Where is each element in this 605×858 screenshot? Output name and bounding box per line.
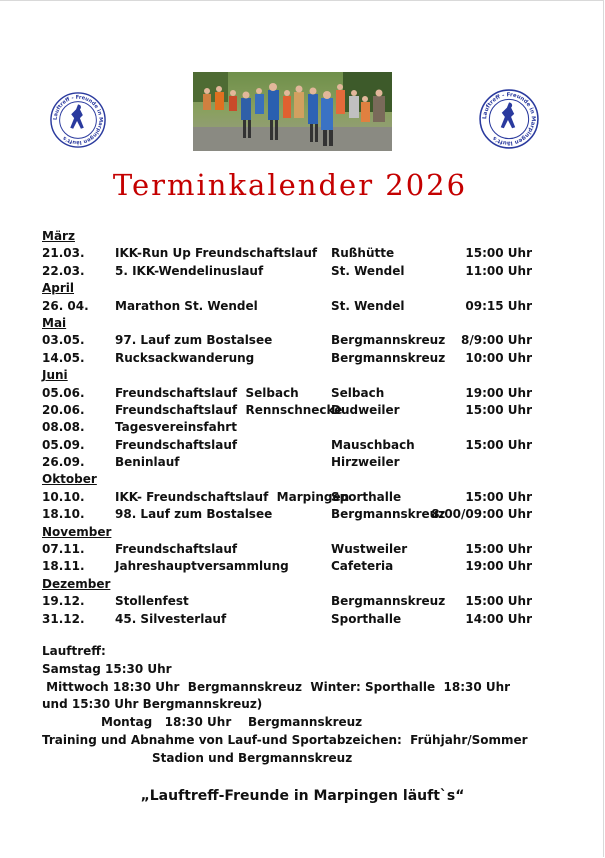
- event-row: [42, 593, 562, 610]
- event-name: Freundschaftslauf: [115, 437, 238, 452]
- event-row: [42, 437, 562, 454]
- event-time: 19:00 Uhr: [465, 385, 532, 400]
- event-name: 45. Silvesterlauf: [115, 611, 227, 626]
- lauftreff-line: und 15:30 Uhr Bergmannskreuz): [42, 697, 263, 712]
- event-row: [42, 350, 562, 367]
- event-place: Mauschbach: [331, 437, 415, 452]
- event-date: 14.05.: [42, 350, 85, 365]
- event-date: 18.11.: [42, 559, 85, 574]
- event-row: [42, 245, 562, 262]
- event-time: 8:00/09:00 Uhr: [431, 507, 532, 522]
- event-row: [42, 332, 562, 349]
- event-date: 03.05.: [42, 333, 85, 348]
- event-row: [42, 611, 562, 628]
- event-name: IKK- Freundschaftslauf Marpingen: [115, 489, 350, 504]
- event-date: 10.10.: [42, 489, 85, 504]
- event-date: 07.11.: [42, 542, 85, 557]
- event-date: 26. 04.: [42, 298, 89, 313]
- event-name: Marathon St. Wendel: [115, 298, 258, 313]
- lauftreff-line: Training und Abnahme von Lauf-und Sportabzeichen: Frühjahr/Sommer: [42, 732, 528, 747]
- event-row: [42, 298, 562, 315]
- event-place: Sporthalle: [331, 611, 402, 626]
- event-time: 14:00 Uhr: [465, 611, 532, 626]
- svg-text:Lauftreff - Freunde in Marping: Lauftreff - Freunde in Marpingen läuft's: [482, 92, 536, 146]
- event-date: 05.06.: [42, 385, 85, 400]
- event-date: 20.06.: [42, 402, 85, 417]
- lauftreff-line: Stadion und Bergmannskreuz: [152, 750, 353, 765]
- event-time: 8/9:00 Uhr: [461, 333, 532, 348]
- club-logo-left: [49, 91, 107, 149]
- event-row: [42, 489, 562, 506]
- event-name: 97. Lauf zum Bostalsee: [115, 333, 273, 348]
- event-place: Sporthalle: [331, 489, 402, 504]
- event-date: 21.03.: [42, 246, 85, 261]
- event-time: 09:15 Uhr: [465, 298, 532, 313]
- event-place: St. Wendel: [331, 298, 405, 313]
- svg-text:Lauftreff - Freunde in Marping: Lauftreff - Freunde in Marpingen läuft's: [52, 94, 104, 146]
- event-time: 15:00 Uhr: [465, 402, 532, 417]
- event-place: Bergmannskreuz: [331, 594, 446, 609]
- event-row: [42, 506, 562, 523]
- event-place: Bergmannskreuz: [331, 333, 446, 348]
- event-date: 19.12.: [42, 594, 85, 609]
- event-name: Beninlauf: [115, 455, 180, 470]
- lauftreff-line: Samstag 15:30 Uhr: [42, 661, 172, 676]
- event-name: IKK-Run Up Freundschaftslauf: [115, 246, 318, 261]
- event-row: [42, 263, 562, 280]
- event-time: 19:00 Uhr: [465, 559, 532, 574]
- event-name: Stollenfest: [115, 594, 189, 609]
- page-title: Terminkalender 2026: [112, 168, 468, 202]
- event-name: 5. IKK-Wendelinuslauf: [115, 263, 264, 278]
- event-name: Freundschaftslauf: [115, 542, 238, 557]
- event-place: Hirzweiler: [331, 455, 400, 470]
- event-date: 18.10.: [42, 507, 85, 522]
- event-place: St. Wendel: [331, 263, 405, 278]
- event-time: 15:00 Uhr: [465, 246, 532, 261]
- event-place: Wustweiler: [331, 542, 408, 557]
- event-time: 15:00 Uhr: [465, 437, 532, 452]
- event-place: Rußhütte: [331, 246, 395, 261]
- event-place: Selbach: [331, 385, 385, 400]
- event-place: Cafeteria: [331, 559, 394, 574]
- month-heading: Dezember: [42, 576, 111, 591]
- club-motto: „Lauftreff-Freunde in Marpingen läuft`s“: [140, 788, 465, 804]
- month-heading: April: [42, 281, 75, 296]
- event-place: Bergmannskreuz: [331, 507, 446, 522]
- event-name: Tagesvereinsfahrt: [115, 420, 237, 435]
- month-heading: März: [42, 229, 75, 243]
- event-date: 08.08.: [42, 420, 85, 435]
- event-name: Jahreshauptversammlung: [115, 559, 289, 574]
- event-place: Bergmannskreuz: [331, 350, 446, 365]
- event-row: [42, 558, 562, 575]
- event-name: 98. Lauf zum Bostalsee: [115, 507, 273, 522]
- event-time: 15:00 Uhr: [465, 594, 532, 609]
- month-heading: November: [42, 524, 112, 539]
- event-time: 10:00 Uhr: [465, 350, 532, 365]
- event-name: Freundschaftslauf Rennschnecke: [115, 402, 343, 417]
- event-time: 15:00 Uhr: [465, 542, 532, 557]
- event-name: Rucksackwanderung: [115, 350, 255, 365]
- event-time: 11:00 Uhr: [465, 263, 532, 278]
- event-date: 05.09.: [42, 437, 85, 452]
- event-row: [42, 541, 562, 558]
- club-logo-right: [478, 88, 540, 150]
- event-row: [42, 454, 562, 471]
- event-place: Dudweiler: [331, 402, 400, 417]
- event-schedule: [42, 228, 562, 628]
- month-heading: Mai: [42, 315, 67, 330]
- lauftreff-heading: Lauftreff:: [42, 644, 106, 658]
- lauftreff-line: Montag 18:30 Uhr Bergmannskreuz: [101, 715, 363, 730]
- event-name: Freundschaftslauf Selbach: [115, 385, 299, 400]
- event-row: [42, 419, 562, 436]
- runners-photo: [193, 72, 392, 151]
- month-heading: Oktober: [42, 472, 97, 487]
- event-row: [42, 385, 562, 402]
- event-date: 31.12.: [42, 611, 85, 626]
- event-row: [42, 402, 562, 419]
- event-time: 15:00 Uhr: [465, 489, 532, 504]
- event-date: 26.09.: [42, 455, 85, 470]
- lauftreff-line: Mittwoch 18:30 Uhr Bergmannskreuz Winter: Sporthalle 18:30 Uhr: [42, 679, 511, 694]
- event-date: 22.03.: [42, 263, 85, 278]
- lauftreff-info: [42, 643, 562, 768]
- month-heading: Juni: [42, 368, 68, 383]
